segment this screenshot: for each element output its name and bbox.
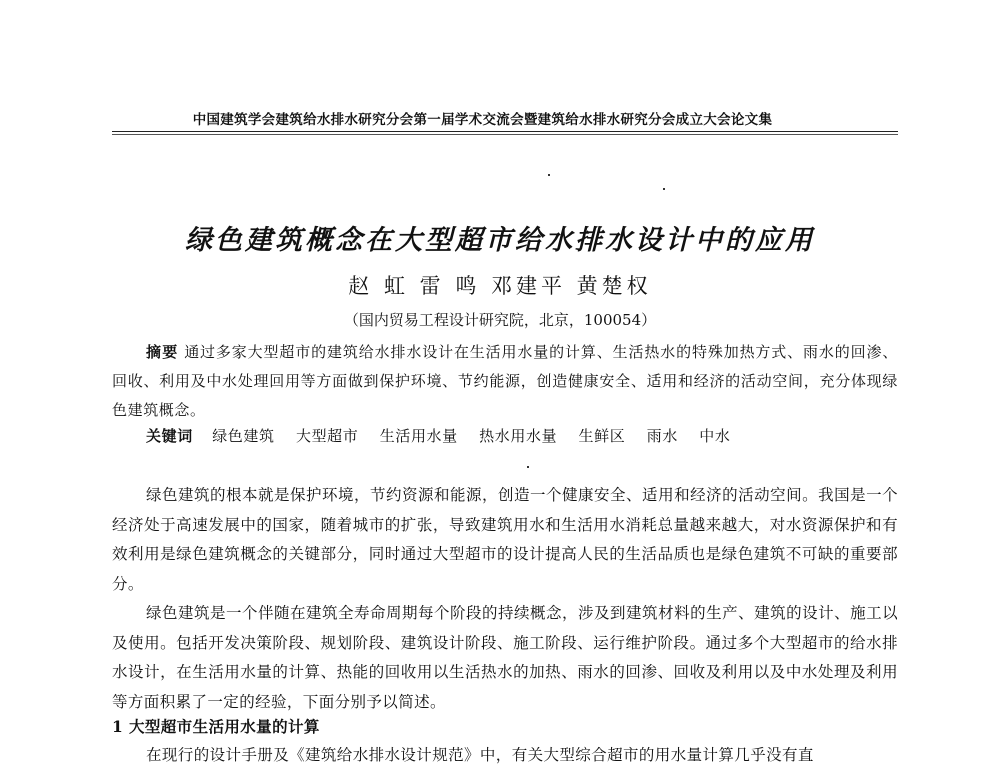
author-list: 赵 虹 雷 鸣 邓建平 黄楚权	[348, 274, 652, 298]
keywords-label: 关键词	[146, 427, 193, 445]
affiliation: （国内贸易工程设计研究院，北京，100054）	[343, 311, 657, 329]
keyword: 中水	[699, 427, 731, 445]
scan-speck	[663, 188, 665, 190]
header-rule-thin	[112, 134, 898, 135]
body-paragraph-1: 绿色建筑的根本就是保护环境，节约资源和能源，创造一个健康安全、适用和经济的活动空间。我国是一个经济处于高速发展中的国家，随着城市的扩张，导致建筑用水和生活用水消耗总量越来越大，对水资源保护和有效利用是绿色建筑概念的关键部分，同时通过大型超市的设计提高人民的生活品质也是绿色建筑不可缺的重要部分。	[112, 486, 898, 593]
keyword: 大型超市	[295, 427, 359, 445]
header-rule	[112, 131, 898, 132]
keywords	[146, 425, 896, 446]
keyword: 生活用水量	[379, 427, 458, 445]
scan-speck	[548, 174, 550, 176]
running-header: 中国建筑学会建筑给水排水研究分会第一届学术交流会暨建筑给水排水研究分会成立大会论文集	[192, 112, 773, 128]
keyword: 热水用水量	[479, 427, 558, 445]
keyword: 雨水	[646, 427, 678, 445]
section-1-text-partial: 在现行的设计手册及《建筑给水排水设计规范》中，有关大型综合超市的用水量计算几乎没有直	[146, 746, 814, 764]
abstract-text: 通过多家大型超市的建筑给水排水设计在生活用水量的计算、生活热水的特殊加热方式、雨水的回渗、回收、利用及中水处理回用等方面做到保护环境、节约能源，创造健康安全、适用和经济的活动空间，充分体现绿色建筑概念。	[112, 343, 898, 419]
body-paragraph-2: 绿色建筑是一个伴随在建筑全寿命周期每个阶段的持续概念，涉及到建筑材料的生产、建筑的设计、施工以及使用。包括开发决策阶段、规划阶段、建筑设计阶段、施工阶段、运行维护阶段。通过多个大型超市的给水排水设计，在生活用水量的计算、热能的回收用以生活热水的加热、雨水的回渗、回收及利用以及中水处理及利用等方面积累了一定的经验，下面分别予以简述。	[112, 604, 898, 711]
abstract-label: 摘要	[146, 343, 179, 361]
abstract	[112, 338, 898, 425]
keyword: 绿色建筑	[212, 427, 275, 445]
scan-speck	[527, 466, 529, 468]
paper-title: 绿色建筑概念在大型超市给水排水设计中的应用	[185, 225, 815, 256]
keyword: 生鲜区	[578, 427, 626, 445]
section-heading-1: 1 大型超市生活用水量的计算	[112, 717, 320, 736]
